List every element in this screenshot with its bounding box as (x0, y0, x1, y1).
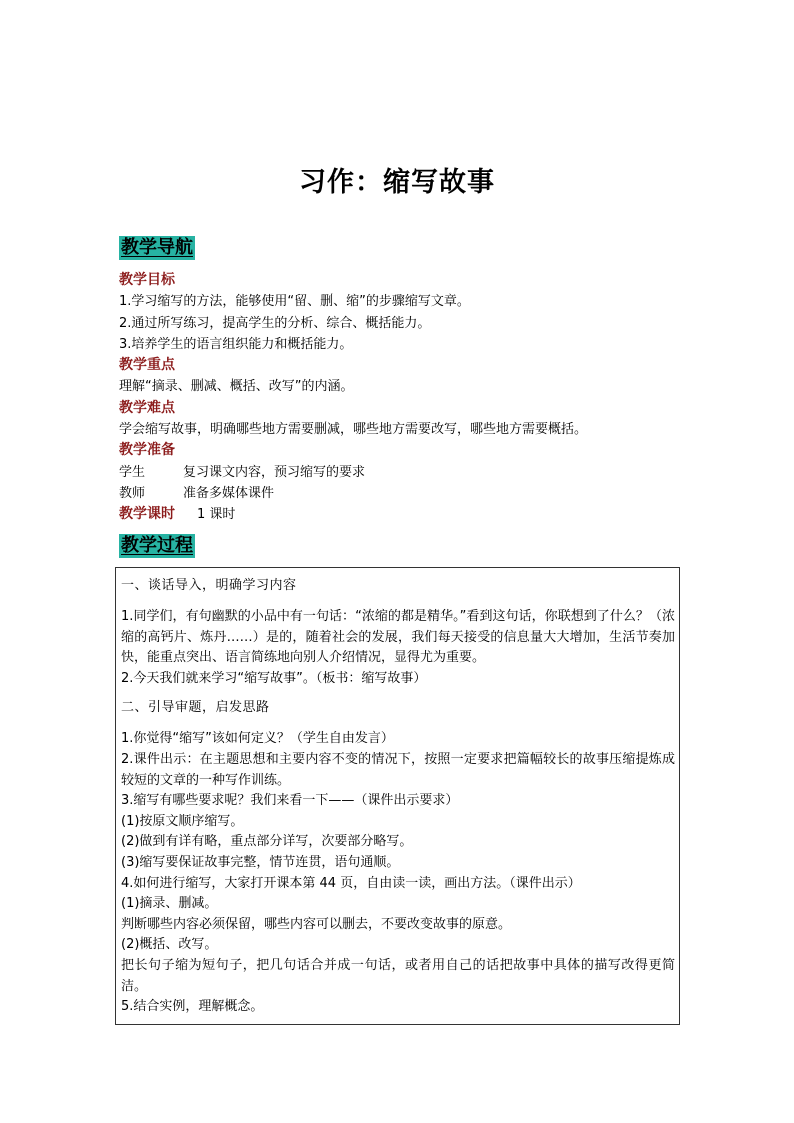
part2-line: 把长句子缩为短句子，把几句话合并成一句话，或者用自己的话把故事中具体的描写改得更简洁。 (121, 957, 675, 994)
page-title: 习作：缩写故事 (299, 167, 495, 198)
key-point-label: 教学重点 (119, 357, 175, 374)
key-point-text: 理解“摘录、删减、概括、改写”的内涵。 (119, 379, 354, 395)
preparation-student-role: 学生 (119, 464, 146, 480)
teaching-process-box (115, 567, 680, 1025)
part2-line: (3)缩写要保证故事完整，情节连贯，语句通顺。 (121, 854, 400, 870)
part1-paragraph: 1.同学们，有句幽默的小品中有一句话：“浓缩的都是精华。”看到这句话，你联想到了什么？（浓缩的高钙片、炼丹……）是的，随着社会的发展，我们每天接受的信息量大大增加，生活节奏加快，能重点突出、语言简练地向别人介绍情况，显得尤为重要。 (121, 609, 675, 666)
goal-item: 1.学习缩写的方法，能够使用“留、删、缩”的步骤缩写文章。 (119, 294, 470, 310)
preparation-label: 教学准备 (119, 442, 175, 459)
part1-title: 一、谈话导入，明确学习内容 (121, 578, 297, 593)
part2-line: (1)摘录、删减。 (121, 896, 218, 912)
class-hours (119, 504, 689, 525)
goals-label: 教学目标 (119, 272, 175, 288)
part2-line: (2)概括、改写。 (121, 937, 218, 953)
goal-item: 2.通过所写练习，提高学生的分析、综合、概括能力。 (119, 315, 431, 331)
part2-line: 4.如何进行缩写，大家打开课本第 44 页，自由读一读，画出方法。（课件出示） (121, 875, 581, 891)
part2-line: 2.课件出示：在主题思想和主要内容不变的情况下，按照一定要求把篇幅较长的故事压缩提炼成较短的文章的一种写作训练。 (121, 751, 675, 788)
difficulty-text: 学会缩写故事，明确哪些地方需要删减，哪些地方需要改写，哪些地方需要概括。 (119, 422, 588, 438)
goal-item: 3.培养学生的语言组织能力和概括能力。 (119, 336, 353, 352)
class-hours-value: 1 课时 (197, 507, 236, 523)
section-heading-teaching-guide: 教学导航 (121, 237, 193, 258)
preparation-teacher-role: 教师 (119, 485, 146, 501)
part1-paragraph: 2.今天我们就来学习“缩写故事”。（板书：缩写故事） (121, 670, 427, 686)
part2-line: 3.缩写有哪些要求呢？我们来看一下——（课件出示要求） (121, 793, 459, 809)
part2-line: 1.你觉得“缩写”该如何定义？（学生自由发言） (121, 731, 394, 747)
part2-line: (2)做到有详有略，重点部分详写，次要部分略写。 (121, 834, 413, 850)
teaching-guide-content (119, 270, 689, 526)
part2-line: 判断哪些内容必须保留，哪些内容可以删去，不要改变故事的原意。 (121, 916, 512, 932)
preparation-student-text: 复习课文内容，预习缩写的要求 (183, 464, 366, 480)
class-hours-label: 教学课时 (119, 506, 175, 523)
part2-title: 二、引导审题，启发思路 (121, 700, 270, 716)
difficulty-label: 教学难点 (119, 399, 175, 416)
preparation-teacher (119, 483, 689, 504)
preparation-student (119, 462, 689, 483)
preparation-teacher-text: 准备多媒体课件 (183, 485, 275, 501)
section-heading-teaching-process: 教学过程 (121, 535, 193, 556)
part2-line: 5.结合实例，理解概念。 (121, 999, 264, 1015)
part2-line: (1)按原文顺序缩写。 (121, 813, 244, 829)
